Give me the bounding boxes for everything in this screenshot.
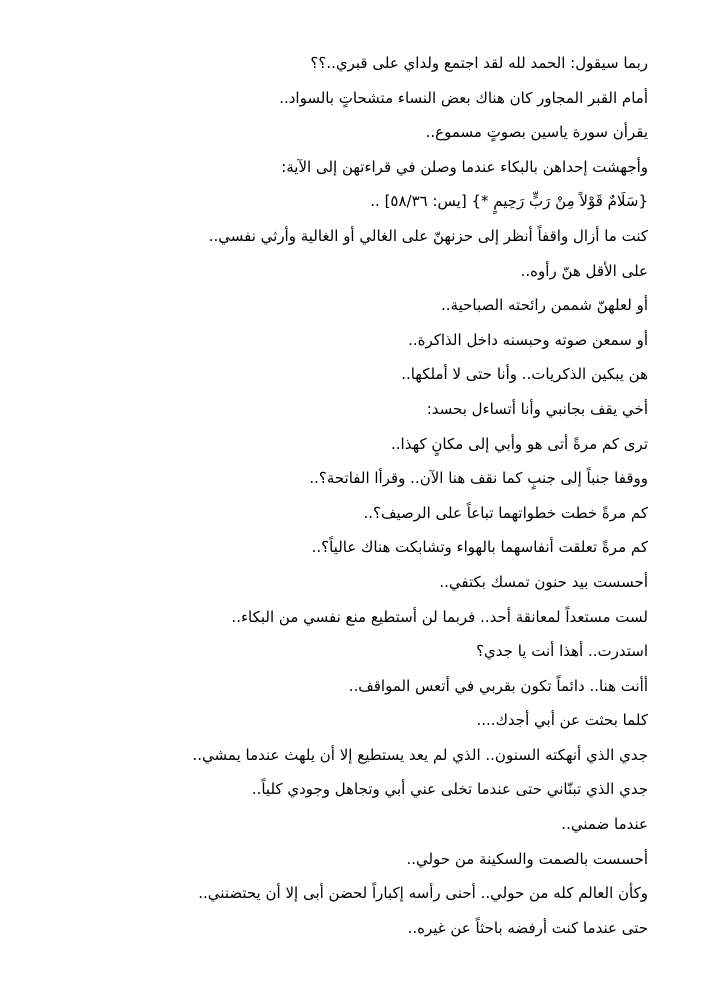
text-line: ووقفا جنباً إلى جنبٍ كما نقف هنا الآن.. وقرأا الفاتحة؟.. xyxy=(309,469,648,488)
text-line: جدي الذي أنهكته السنون.. الذي لم يعد يستطيع إلا أن يلهث عندما يمشي.. xyxy=(192,745,648,764)
text-line: كنت ما أزال واقفاً أنظر إلى حزنهنّ على الغالي أو الغالية وأرثي نفسي.. xyxy=(208,226,648,245)
text-line: أحسست بالصمت والسكينة من حولي.. xyxy=(406,849,648,868)
text-line: أحسست بيد حنون تمسك بكتفي.. xyxy=(439,572,648,591)
text-line: أو سمعن صوته وحبسنه داخل الذاكرة.. xyxy=(408,330,648,349)
quran-verse-line: {سَلَامٌ قَوْلاً مِنْ رَبٍّ رَحِيمٍ *} [يس: ٥٨/٣٦] .. xyxy=(370,192,648,211)
text-line: كم مرةً خطت خطواتهما تباعاً على الرصيف؟.. xyxy=(363,503,648,522)
text-line: على الأقل هنّ رأوه.. xyxy=(520,261,648,280)
text-line: هن يبكين الذكريات.. وأنا حتى لا أملكها.. xyxy=(401,365,648,384)
text-line: ترى كم مرةً أتى هو وأبي إلى مكانٍ كهذا.. xyxy=(391,434,648,453)
text-line: ربما سيقول: الحمد لله لقد اجتمع ولداي على قبري..؟؟ xyxy=(310,54,648,72)
text-line: أمام القبر المجاور كان هناك بعض النساء متشحاتٍ بالسواد.. xyxy=(279,88,648,107)
text-line: أو لعلهنّ شممن رائحته الصباحية.. xyxy=(441,296,648,315)
text-line: استدرت.. أهذا أنت يا جدي؟ xyxy=(476,642,648,661)
text-line: يقرأن سورة ياسين بصوتٍ مسموع.. xyxy=(425,123,648,142)
text-line: أخي يقف بجانبي وأنا أتساءل بحسد: xyxy=(426,399,648,418)
text-line: أأنت هنا.. دائماً تكون بقربي في أتعس المواقف.. xyxy=(348,676,648,695)
text-line: كلما بحثت عن أبي أجدك.... xyxy=(476,711,648,730)
text-line: لست مستعداً لمعانقة أحد.. فربما لن أستطيع منع نفسي من البكاء.. xyxy=(231,607,648,626)
text-line: كم مرةً تعلقت أنفاسهما بالهواء وتشابكت هناك عالياً؟.. xyxy=(311,538,648,557)
text-line: وأجهشت إحداهن بالبكاء عندما وصلن في قراءتهن إلى الآية: xyxy=(281,157,648,176)
text-line: حتى عندما كنت أرفضه باحثاً عن غيره.. xyxy=(407,918,648,937)
text-line: عندما ضمني.. xyxy=(561,815,648,834)
text-line: جدي الذي تبنّاني حتى عندما تخلى عني أبي وتجاهل وجودي كلياً.. xyxy=(251,780,648,799)
document-page xyxy=(60,46,648,945)
text-line: وكأن العالم كله من حولي.. أحنى رأسه إكباراً لحضن أبى إلا أن يحتضنني.. xyxy=(198,884,648,903)
